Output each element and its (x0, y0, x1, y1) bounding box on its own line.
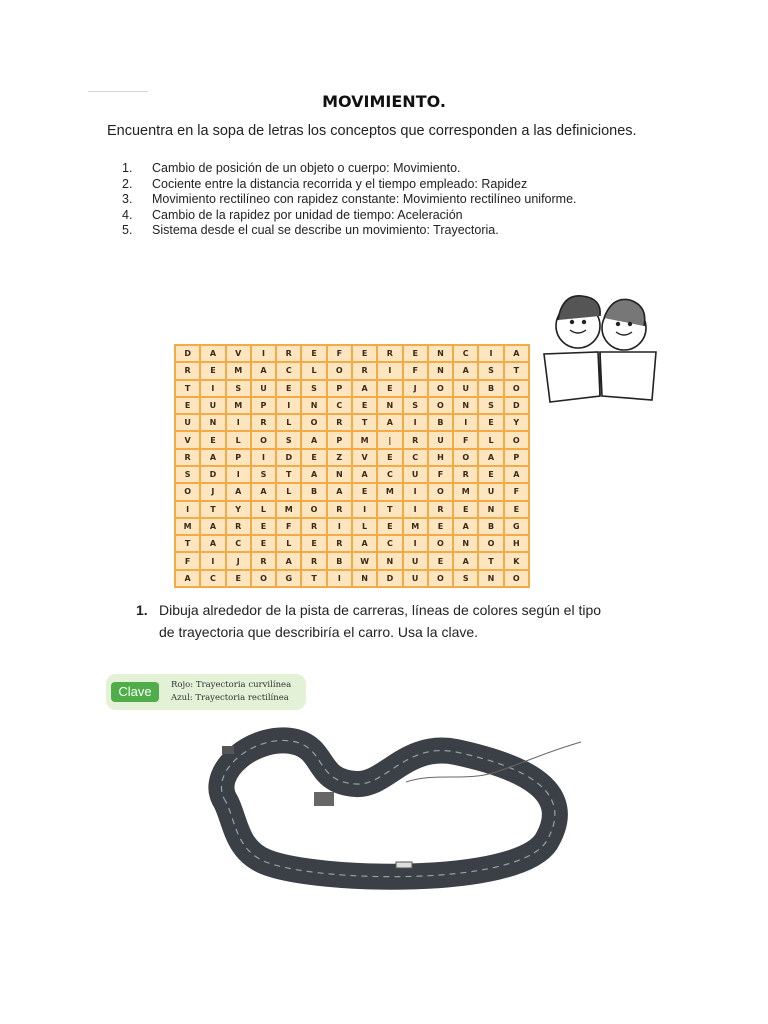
grid-row (175, 552, 529, 569)
grid-cell: B (478, 518, 503, 535)
instructions: Encuentra en la sopa de letras los conceptos que corresponden a las definiciones. (107, 123, 637, 139)
grid-cell: R (226, 518, 251, 535)
grid-cell: E (377, 380, 402, 397)
grid-cell: A (352, 466, 377, 483)
grid-cell: A (352, 380, 377, 397)
grid-cell: D (504, 397, 529, 414)
grid-cell: I (403, 483, 428, 500)
grid-row (175, 345, 529, 362)
grid-cell: S (175, 466, 200, 483)
grid-cell: M (352, 431, 377, 448)
grid-cell: G (504, 518, 529, 535)
grid-cell: A (200, 345, 225, 362)
grid-cell: T (504, 362, 529, 379)
grid-cell: O (175, 483, 200, 500)
grid-cell: C (226, 535, 251, 552)
grid-cell: S (453, 570, 478, 587)
grid-row (175, 483, 529, 500)
grid-row (175, 535, 529, 552)
grid-cell: E (301, 449, 326, 466)
grid-cell: D (200, 466, 225, 483)
grid-cell: A (504, 466, 529, 483)
grid-cell: V (352, 449, 377, 466)
grid-cell: L (251, 501, 276, 518)
clave-badge: Clave (111, 682, 159, 702)
grid-cell: R (327, 501, 352, 518)
grid-cell: R (428, 501, 453, 518)
grid-cell: J (226, 552, 251, 569)
grid-row (175, 466, 529, 483)
grid-cell: R (301, 552, 326, 569)
grid-cell: U (175, 414, 200, 431)
grid-cell: A (504, 345, 529, 362)
grid-cell: O (504, 431, 529, 448)
grid-cell: M (377, 483, 402, 500)
grid-cell: N (478, 570, 503, 587)
list-item: 4. Cambio de la rapidez por unidad de tiempo: Aceleración (122, 207, 463, 222)
grid-cell: N (377, 552, 402, 569)
grid-cell: D (377, 570, 402, 587)
grid-cell: O (301, 501, 326, 518)
grid-cell: E (352, 483, 377, 500)
race-track-illustration (196, 712, 588, 894)
grid-cell: U (478, 483, 503, 500)
grid-cell: Y (226, 501, 251, 518)
grid-cell: U (403, 552, 428, 569)
grid-row (175, 431, 529, 448)
grid-cell: M (226, 362, 251, 379)
grid-cell: B (301, 483, 326, 500)
grid-cell: S (301, 380, 326, 397)
grid-cell: E (200, 431, 225, 448)
grid-cell: L (276, 483, 301, 500)
grid-cell: A (276, 552, 301, 569)
grid-cell: I (251, 449, 276, 466)
grid-cell: M (403, 518, 428, 535)
list-item: 2. Cociente entre la distancia recorrida y el tiempo empleado: Rapidez (122, 176, 528, 191)
grid-cell: L (226, 431, 251, 448)
grid-cell: M (175, 518, 200, 535)
grid-cell: Y (504, 414, 529, 431)
grid-cell: R (276, 345, 301, 362)
grid-cell: O (428, 483, 453, 500)
list-item: 1. Cambio de posición de un objeto o cuerpo: Movimiento. (122, 161, 461, 175)
grid-cell: R (175, 449, 200, 466)
grid-cell: P (504, 449, 529, 466)
grid-cell: B (327, 552, 352, 569)
grid-cell: P (226, 449, 251, 466)
grid-cell: M (276, 501, 301, 518)
grid-cell: L (352, 518, 377, 535)
grid-cell: R (327, 535, 352, 552)
grid-cell: O (428, 570, 453, 587)
grid-cell: V (175, 431, 200, 448)
grid-cell: A (251, 483, 276, 500)
grid-cell: F (276, 518, 301, 535)
grid-cell: N (352, 570, 377, 587)
grid-cell: O (504, 380, 529, 397)
grid-cell: E (301, 345, 326, 362)
grid-cell: I (478, 345, 503, 362)
grid-cell: A (453, 518, 478, 535)
grid-cell: T (478, 552, 503, 569)
grid-cell: R (251, 552, 276, 569)
grid-cell: B (478, 380, 503, 397)
grid-cell: F (175, 552, 200, 569)
grid-cell: T (377, 501, 402, 518)
grid-cell: T (175, 535, 200, 552)
grid-cell: H (428, 449, 453, 466)
grid-cell: U (200, 397, 225, 414)
grid-cell: N (428, 345, 453, 362)
grid-cell: S (276, 431, 301, 448)
grid-cell: Z (327, 449, 352, 466)
grid-cell: R (453, 466, 478, 483)
grid-cell: I (403, 414, 428, 431)
grid-cell: O (428, 397, 453, 414)
grid-cell: J (200, 483, 225, 500)
grid-cell: F (327, 345, 352, 362)
grid-cell: O (251, 431, 276, 448)
grid-cell: A (453, 362, 478, 379)
grid-cell: C (200, 570, 225, 587)
grid-cell: N (301, 397, 326, 414)
grid-cell: N (377, 397, 402, 414)
grid-cell: D (175, 345, 200, 362)
grid-row (175, 397, 529, 414)
grid-cell: T (200, 501, 225, 518)
grid-cell: F (504, 483, 529, 500)
grid-cell: P (251, 397, 276, 414)
grid-cell: R (327, 414, 352, 431)
grid-cell: E (352, 345, 377, 362)
grid-cell: H (504, 535, 529, 552)
grid-cell: | (377, 431, 402, 448)
grid-cell: A (200, 449, 225, 466)
grid-cell: E (428, 518, 453, 535)
grid-cell: J (403, 380, 428, 397)
grid-cell: I (226, 414, 251, 431)
grid-cell: E (251, 535, 276, 552)
grid-cell: E (377, 518, 402, 535)
grid-cell: O (428, 380, 453, 397)
page-title: MOVIMIENTO. (322, 92, 446, 111)
grid-row (175, 449, 529, 466)
grid-cell: N (428, 362, 453, 379)
color-key (106, 674, 306, 710)
grid-cell: P (327, 431, 352, 448)
grid-cell: E (251, 518, 276, 535)
grid-cell: R (301, 518, 326, 535)
grid-cell: I (276, 397, 301, 414)
grid-cell: N (327, 466, 352, 483)
grid-cell: L (478, 431, 503, 448)
grid-cell: O (301, 414, 326, 431)
grid-cell: C (327, 397, 352, 414)
grid-cell: E (504, 501, 529, 518)
grid-cell: I (327, 570, 352, 587)
grid-cell: F (428, 466, 453, 483)
grid-cell: S (251, 466, 276, 483)
grid-cell: I (200, 552, 225, 569)
grid-cell: A (251, 362, 276, 379)
grid-cell: I (327, 518, 352, 535)
grid-cell: F (403, 362, 428, 379)
grid-cell: N (200, 414, 225, 431)
grid-cell: O (327, 362, 352, 379)
grid-row (175, 570, 529, 587)
grid-cell: L (276, 414, 301, 431)
grid-cell: K (504, 552, 529, 569)
grid-cell: U (251, 380, 276, 397)
grid-cell: I (251, 345, 276, 362)
task-instruction: 1. Dibuja alrededor de la pista de carreras, líneas de colores según el tipo de trayectoria que describiría el carro. Usa la clave. (136, 602, 602, 640)
grid-cell: L (276, 535, 301, 552)
grid-cell: A (200, 535, 225, 552)
grid-cell: A (327, 483, 352, 500)
grid-cell: I (352, 501, 377, 518)
grid-cell: A (377, 414, 402, 431)
grid-row (175, 380, 529, 397)
grid-cell: S (478, 397, 503, 414)
grid-cell: C (403, 449, 428, 466)
grid-cell: U (403, 466, 428, 483)
grid-cell: C (377, 466, 402, 483)
grid-cell: T (276, 466, 301, 483)
grid-cell: A (352, 535, 377, 552)
grid-cell: D (276, 449, 301, 466)
grid-cell: E (200, 362, 225, 379)
grid-cell: A (301, 466, 326, 483)
grid-cell: R (251, 414, 276, 431)
grid-cell: I (226, 466, 251, 483)
grid-cell: L (301, 362, 326, 379)
grid-row (175, 518, 529, 535)
grid-cell: I (403, 535, 428, 552)
children-reading-illustration (540, 292, 662, 408)
grid-cell: N (478, 501, 503, 518)
grid-cell: U (428, 431, 453, 448)
grid-cell: C (453, 345, 478, 362)
grid-cell: E (377, 449, 402, 466)
grid-cell: T (301, 570, 326, 587)
grid-cell: E (403, 345, 428, 362)
grid-row (175, 414, 529, 431)
grid-cell: C (377, 535, 402, 552)
grid-cell: R (175, 362, 200, 379)
grid-cell: M (453, 483, 478, 500)
grid-cell: A (226, 483, 251, 500)
grid-cell: O (453, 449, 478, 466)
grid-cell: T (352, 414, 377, 431)
grid-cell: I (453, 414, 478, 431)
grid-cell: E (478, 466, 503, 483)
grid-cell: E (175, 397, 200, 414)
grid-cell: O (504, 570, 529, 587)
grid-cell: W (352, 552, 377, 569)
grid-cell: O (251, 570, 276, 587)
grid-cell: G (276, 570, 301, 587)
grid-cell: M (226, 397, 251, 414)
grid-cell: I (175, 501, 200, 518)
grid-cell: V (226, 345, 251, 362)
key-red-label: Rojo: Trayectoria curvilínea (171, 680, 292, 690)
grid-cell: B (428, 414, 453, 431)
word-search-grid (174, 344, 530, 588)
grid-cell: S (478, 362, 503, 379)
grid-cell: E (428, 552, 453, 569)
grid-cell: P (327, 380, 352, 397)
grid-cell: E (226, 570, 251, 587)
grid-cell: N (453, 535, 478, 552)
grid-cell: A (200, 518, 225, 535)
grid-cell: O (428, 535, 453, 552)
grid-cell: T (175, 380, 200, 397)
grid-cell: U (453, 380, 478, 397)
grid-cell: N (453, 397, 478, 414)
grid-cell: E (352, 397, 377, 414)
grid-cell: E (276, 380, 301, 397)
grid-cell: F (453, 431, 478, 448)
grid-cell: U (403, 570, 428, 587)
key-blue-label: Azul: Trayectoria rectilínea (171, 693, 289, 703)
grid-cell: A (478, 449, 503, 466)
list-item: 5. Sistema desde el cual se describe un movimiento: Trayectoria. (122, 223, 499, 237)
grid-row (175, 501, 529, 518)
grid-cell: I (403, 501, 428, 518)
grid-cell: E (478, 414, 503, 431)
grid-cell: I (377, 362, 402, 379)
grid-cell: A (301, 431, 326, 448)
grid-cell: A (453, 552, 478, 569)
grid-cell: E (301, 535, 326, 552)
grid-cell: C (276, 362, 301, 379)
grid-cell: R (377, 345, 402, 362)
list-item: 3. Movimiento rectilíneo con rapidez constante: Movimiento rectilíneo uniforme. (122, 192, 577, 206)
grid-cell: O (478, 535, 503, 552)
definitions-list (122, 161, 577, 239)
grid-cell: R (403, 431, 428, 448)
grid-cell: S (403, 397, 428, 414)
grid-cell: S (226, 380, 251, 397)
grid-cell: I (200, 380, 225, 397)
grid-row (175, 362, 529, 379)
grid-cell: R (352, 362, 377, 379)
grid-cell: A (175, 570, 200, 587)
grid-cell: E (453, 501, 478, 518)
